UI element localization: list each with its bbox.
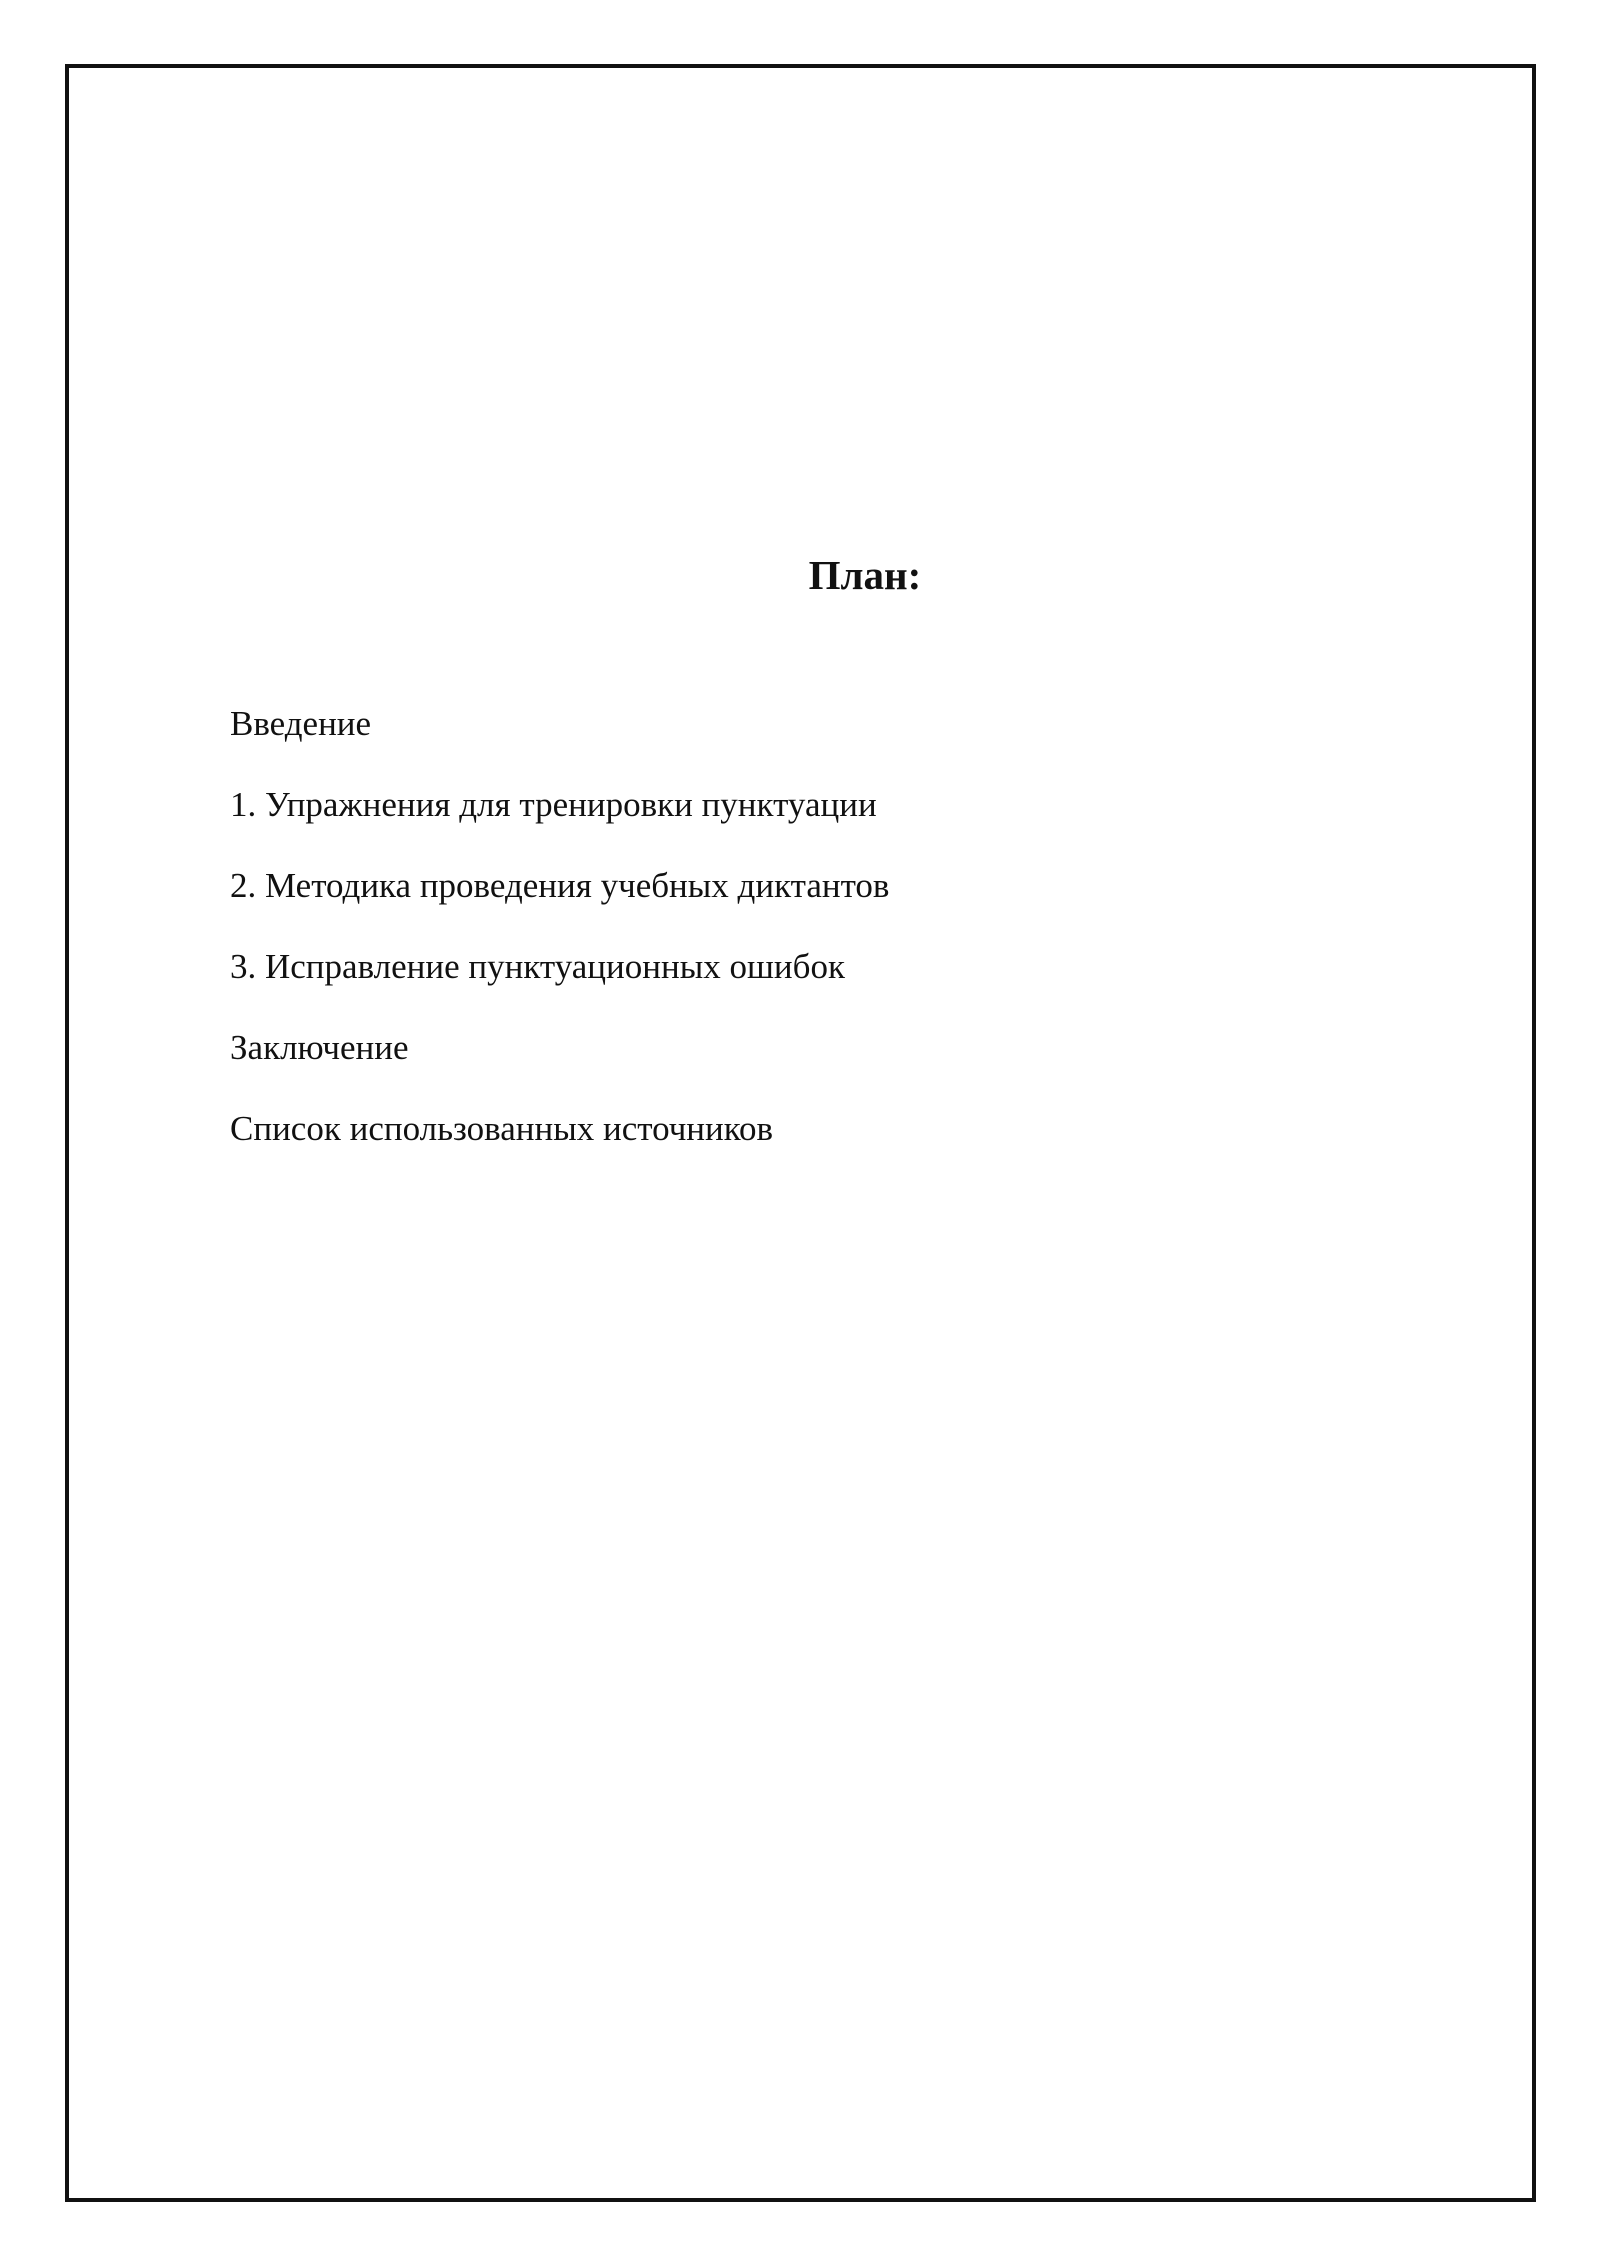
plan-title: План: [808, 552, 922, 598]
toc-item-chapter-1: 1. Упражнения для тренировки пунктуации [230, 785, 877, 824]
table-of-contents [230, 704, 889, 1190]
toc-item-references: Список использованных источников [230, 1109, 774, 1148]
toc-item-chapter-3: 3. Исправление пунктуационных ошибок [230, 947, 845, 986]
toc-item-chapter-2: 2. Методика проведения учебных диктантов [230, 866, 890, 905]
toc-item-introduction: Введение [230, 704, 372, 743]
toc-item-conclusion: Заключение [230, 1028, 409, 1067]
